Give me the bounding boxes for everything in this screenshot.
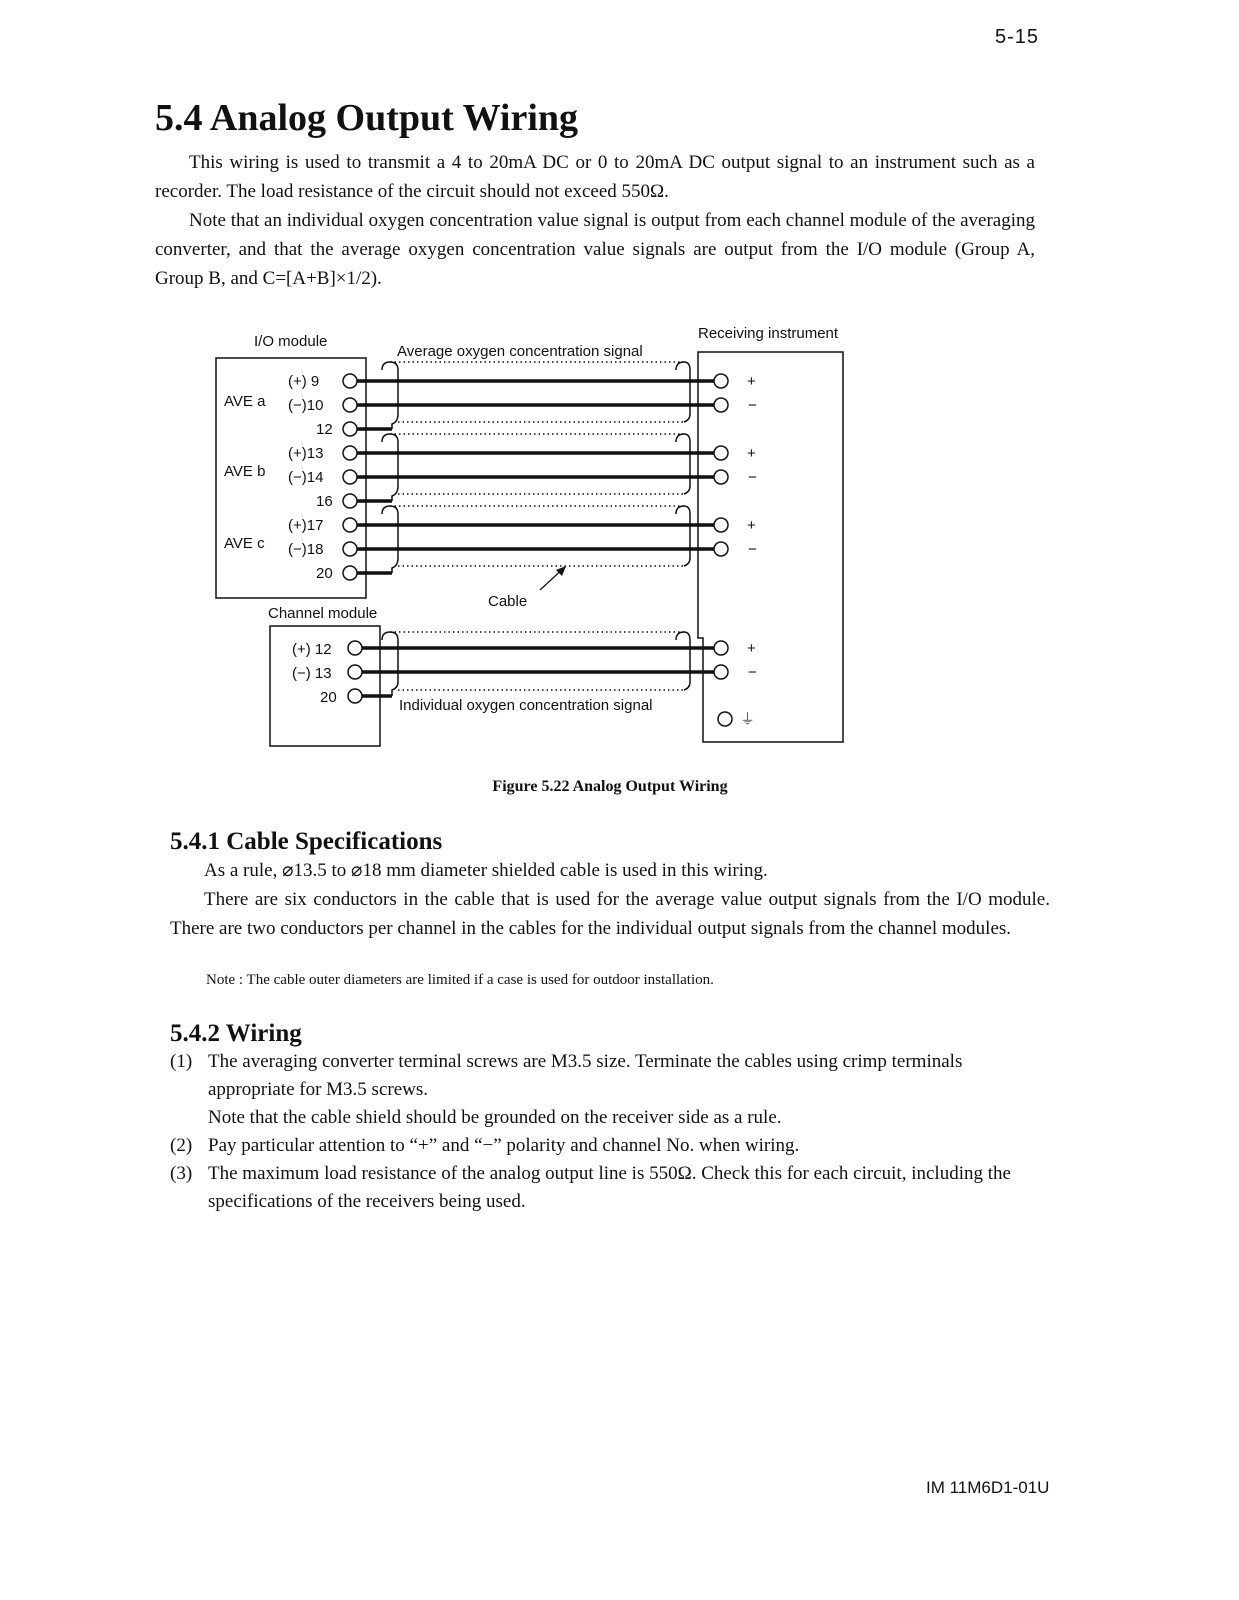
terminal-label: (−)10 (288, 397, 324, 414)
cable-shield-left (382, 434, 398, 501)
cable-shield-right (676, 362, 690, 422)
polarity-minus: − (748, 469, 757, 486)
list-item-number: (1) (170, 1051, 193, 1072)
list-item-text: Pay particular attention to “+” and “−” polarity and channel No. when wiring. (208, 1135, 800, 1156)
subsection-1-title: 5.4.1 Cable Specifications (170, 828, 443, 855)
wiring-diagram (210, 318, 890, 778)
channel-terminal-circle (348, 641, 362, 655)
individual-signal-label: Individual oxygen concentration signal (399, 697, 653, 714)
group-b-label: AVE b (224, 463, 266, 480)
list-item (170, 1048, 1050, 1132)
intro-paragraph-2 (155, 206, 1035, 293)
list-item-number: (2) (170, 1135, 193, 1156)
polarity-plus: + (747, 445, 756, 462)
terminal-label: (−)18 (288, 541, 324, 558)
document-id: IM 11M6D1-01U (926, 1478, 1050, 1497)
terminal-label: 16 (316, 493, 333, 510)
receiver-terminal-circle (714, 446, 728, 460)
intro-paragraph-1 (155, 148, 1035, 206)
terminal-circle (343, 566, 357, 580)
page-number: 5-15 (995, 26, 1040, 48)
terminal-circle (343, 518, 357, 532)
list-item-number: (3) (170, 1163, 193, 1184)
terminal-label: 20 (316, 565, 333, 582)
terminal-circle (343, 422, 357, 436)
terminal-circle (343, 398, 357, 412)
figure-caption: Figure 5.22 Analog Output Wiring (492, 778, 728, 795)
subsection-2-title: 5.4.2 Wiring (170, 1020, 302, 1047)
list-item (170, 1160, 1050, 1216)
intro-text-2: Note that an individual oxygen concentration value signal is output from each channel module of the averaging converter, and that the average oxygen concentration value signals are output from the I/O module (Group A, Group B, and C=[A+B]×1/2). (155, 210, 1035, 289)
list-item-note: Note that the cable shield should be grounded on the receiver side as a rule. (208, 1107, 782, 1128)
receiving-instrument-label: Receiving instrument (698, 325, 839, 342)
terminal-circle (343, 446, 357, 460)
polarity-plus: + (747, 373, 756, 390)
list-item (170, 1132, 1050, 1160)
receiver-terminal-circle (714, 470, 728, 484)
terminal-label: (+) 9 (288, 373, 320, 390)
terminal-circle (343, 374, 357, 388)
group-a-label: AVE a (224, 393, 266, 410)
channel-module-label: Channel module (268, 605, 378, 622)
cable-shield-right (676, 434, 690, 494)
terminal-circle (343, 470, 357, 484)
wiring-diagram-svg (210, 318, 890, 778)
receiver-terminal-circle (714, 374, 728, 388)
list-item-text: The maximum load resistance of the analog output line is 550Ω. Check this for each circuit, including the specifications of the receivers being used. (208, 1163, 1011, 1212)
subsection-1-paragraph (170, 856, 1050, 943)
receiver-terminal-circle (714, 398, 728, 412)
terminal-label: (+)13 (288, 445, 324, 462)
ground-icon: ⏚ (740, 711, 756, 728)
terminal-label: (−)14 (288, 469, 324, 486)
receiver-terminal-circle (714, 542, 728, 556)
terminal-circle (343, 494, 357, 508)
terminal-circle (343, 542, 357, 556)
channel-terminal-label: (−) 13 (292, 665, 332, 682)
cable-spec-text-2: There are six conductors in the cable that is used for the average value output signals from the I/O module. There are two conductors per channel in the cables for the individual output signals from the channel modules. (170, 889, 1050, 939)
cable-spec-text-1: As a rule, ⌀13.5 to ⌀18 mm diameter shielded cable is used in this wiring. (204, 860, 768, 881)
channel-terminal-label: 20 (320, 689, 337, 706)
polarity-minus: − (748, 664, 757, 681)
group-c-label: AVE c (224, 535, 265, 552)
polarity-plus: + (747, 640, 756, 657)
cable-shield-right (676, 506, 690, 566)
list-item-text: The averaging converter terminal screws are M3.5 size. Terminate the cables using crimp terminals appropriate for M3.5 screws. (208, 1051, 963, 1100)
cable-shield-left (382, 362, 398, 429)
polarity-minus: − (748, 397, 757, 414)
channel-terminal-circle (348, 665, 362, 679)
cable-shield-left (382, 506, 398, 573)
wiring-instructions-list (170, 1048, 1050, 1216)
io-module-label: I/O module (254, 333, 328, 350)
cable-shield-left (382, 632, 398, 696)
section-title: 5.4 Analog Output Wiring (155, 97, 579, 139)
intro-text-1: This wiring is used to transmit a 4 to 20mA DC or 0 to 20mA DC output signal to an instrument such as a recorder. The load resistance of the circuit should not exceed 550Ω. (155, 152, 1035, 202)
receiver-ground-terminal (718, 712, 732, 726)
cable-note: Note : The cable outer diameters are limited if a case is used for outdoor installation. (206, 972, 714, 988)
terminal-label: 12 (316, 421, 333, 438)
receiver-terminal-circle (714, 518, 728, 532)
average-signal-label: Average oxygen concentration signal (397, 343, 643, 360)
cable-label: Cable (488, 593, 528, 610)
receiver-terminal-circle (714, 665, 728, 679)
terminal-label: (+)17 (288, 517, 324, 534)
receiver-terminal-circle (714, 641, 728, 655)
polarity-plus: + (747, 517, 756, 534)
channel-terminal-label: (+) 12 (292, 641, 332, 658)
cable-shield-right (676, 632, 690, 690)
polarity-minus: − (748, 541, 757, 558)
channel-terminal-circle (348, 689, 362, 703)
